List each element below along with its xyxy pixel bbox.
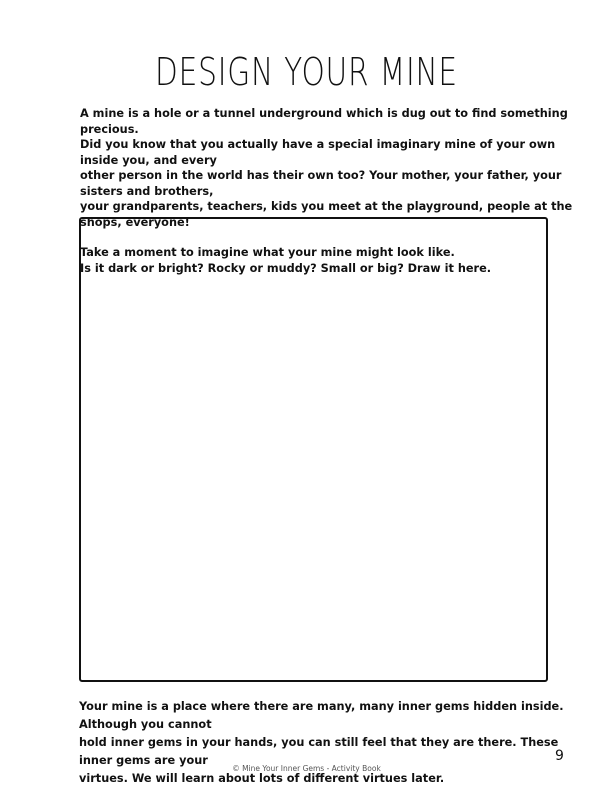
- outro-line: hold inner gems in your hands, you can still feel that they are there. These inner gems are your: [79, 736, 559, 767]
- page-number: 9: [555, 748, 564, 764]
- intro-line: Did you know that you actually have a special imaginary mine of your own inside you, and every: [80, 138, 556, 167]
- intro-line: your grandparents, teachers, kids you meet at the playground, people at the shops, everyone!: [80, 200, 573, 229]
- instruction-line: Take a moment to imagine what your mine might look like.: [80, 246, 455, 259]
- page-title: DESIGN YOUR MINE: [155, 50, 458, 94]
- outro-line: Your mine is a place where there are many, many inner gems hidden inside. Although you cannot: [79, 700, 564, 731]
- footer-copyright: © Mine Your Inner Gems - Activity Book: [232, 764, 381, 773]
- drawing-area[interactable]: [79, 217, 548, 682]
- instruction-line: Is it dark or bright? Rocky or muddy? Small or big? Draw it here.: [80, 261, 492, 275]
- intro-line: A mine is a hole or a tunnel underground which is dug out to find something precious.: [80, 107, 568, 136]
- intro-line: other person in the world has their own too? Your mother, your father, your sisters and brothers,: [80, 169, 562, 198]
- outro-line: virtues. We will learn about lots of different virtues later.: [79, 772, 445, 785]
- outro-text: [79, 698, 569, 788]
